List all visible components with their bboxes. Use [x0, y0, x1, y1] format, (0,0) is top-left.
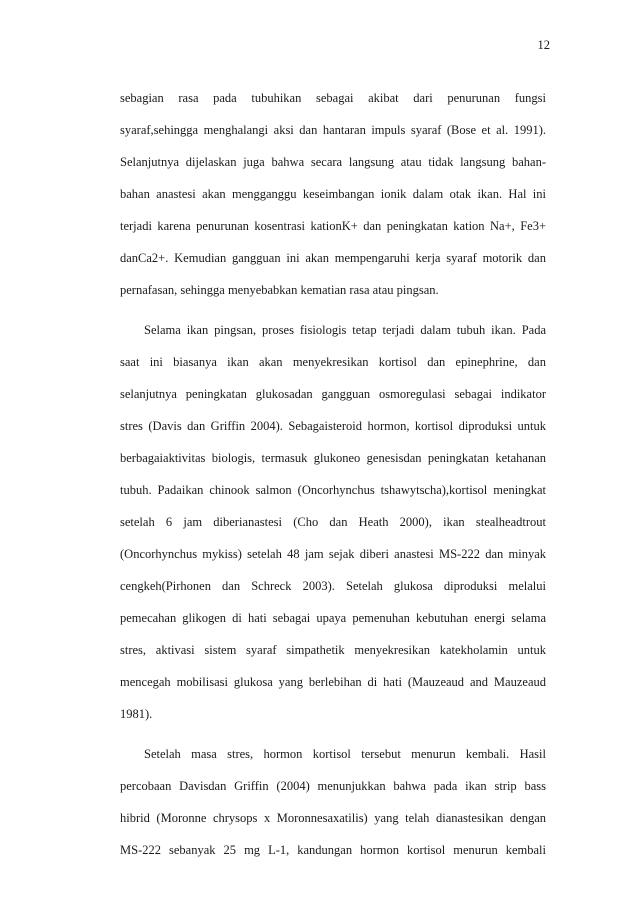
text-line: pernafasan, sehingga menyebabkan kematian rasa atau pingsan.	[120, 283, 439, 297]
paragraph	[120, 88, 546, 312]
text-line: MS-222 sebanyak 25 mg L-1, kandungan hormon kortisol menurun kembali	[120, 843, 546, 857]
body-text	[120, 88, 546, 872]
text-line: syaraf,sehingga menghalangi aksi dan hantaran impuls syaraf (Bose et al. 1991).	[120, 123, 546, 137]
text-line: pemecahan glikogen di hati sebagai upaya pemenuhan kebutuhan energi selama	[120, 611, 546, 625]
text-line: danCa2+. Kemudian gangguan ini akan mempengaruhi kerja syaraf motorik dan	[120, 251, 546, 265]
text-line: mencegah mobilisasi glukosa yang berlebihan di hati (Mauzeaud and Mauzeaud	[120, 675, 546, 689]
text-line: percobaan Davisdan Griffin (2004) menunjukkan bahwa pada ikan strip bass	[120, 779, 546, 793]
text-line: Selama ikan pingsan, proses fisiologis tetap terjadi dalam tubuh ikan. Pada	[144, 323, 546, 337]
paragraph	[120, 744, 546, 872]
text-line: terjadi karena penurunan kosentrasi kationK+ dan peningkatan kation Na+, Fe3+	[120, 219, 546, 233]
text-line: Setelah masa stres, hormon kortisol tersebut menurun kembali. Hasil	[144, 747, 546, 761]
text-line: stres (Davis dan Griffin 2004). Sebagaisteroid hormon, kortisol diproduksi untuk	[120, 419, 546, 433]
text-line: selanjutnya peningkatan glukosadan gangguan osmoregulasi sebagai indikator	[120, 387, 546, 401]
text-line: cengkeh(Pirhonen dan Schreck 2003). Setelah glukosa diproduksi melalui	[120, 579, 546, 593]
page-number: 12	[537, 38, 550, 52]
text-line: 1981).	[120, 707, 153, 721]
text-line: stres, aktivasi sistem syaraf simpathetik menyekresikan katekholamin untuk	[120, 643, 546, 657]
text-line: (Oncorhynchus mykiss) setelah 48 jam sejak diberi anastesi MS-222 dan minyak	[120, 547, 546, 561]
paragraph	[120, 320, 546, 736]
text-line: berbagaiaktivitas biologis, termasuk glukoneo genesisdan peningkatan ketahanan	[120, 451, 546, 465]
text-line: sebagian rasa pada tubuhikan sebagai akibat dari penurunan fungsi	[120, 91, 546, 105]
text-line: bahan anastesi akan mengganggu keseimbangan ionik dalam otak ikan. Hal ini	[120, 187, 546, 201]
text-line: tubuh. Padaikan chinook salmon (Oncorhynchus tshawytscha),kortisol meningkat	[120, 483, 546, 497]
text-line: saat ini biasanya ikan akan menyekresikan kortisol dan epinephrine, dan	[120, 355, 546, 369]
text-line: Selanjutnya dijelaskan juga bahwa secara langsung atau tidak langsung bahan-	[120, 155, 546, 169]
text-line: hibrid (Moronne chrysops x Moronnesaxatilis) yang telah dianastesikan dengan	[120, 811, 546, 825]
text-line: setelah 6 jam diberianastesi (Cho dan Heath 2000), ikan stealheadtrout	[120, 515, 546, 529]
